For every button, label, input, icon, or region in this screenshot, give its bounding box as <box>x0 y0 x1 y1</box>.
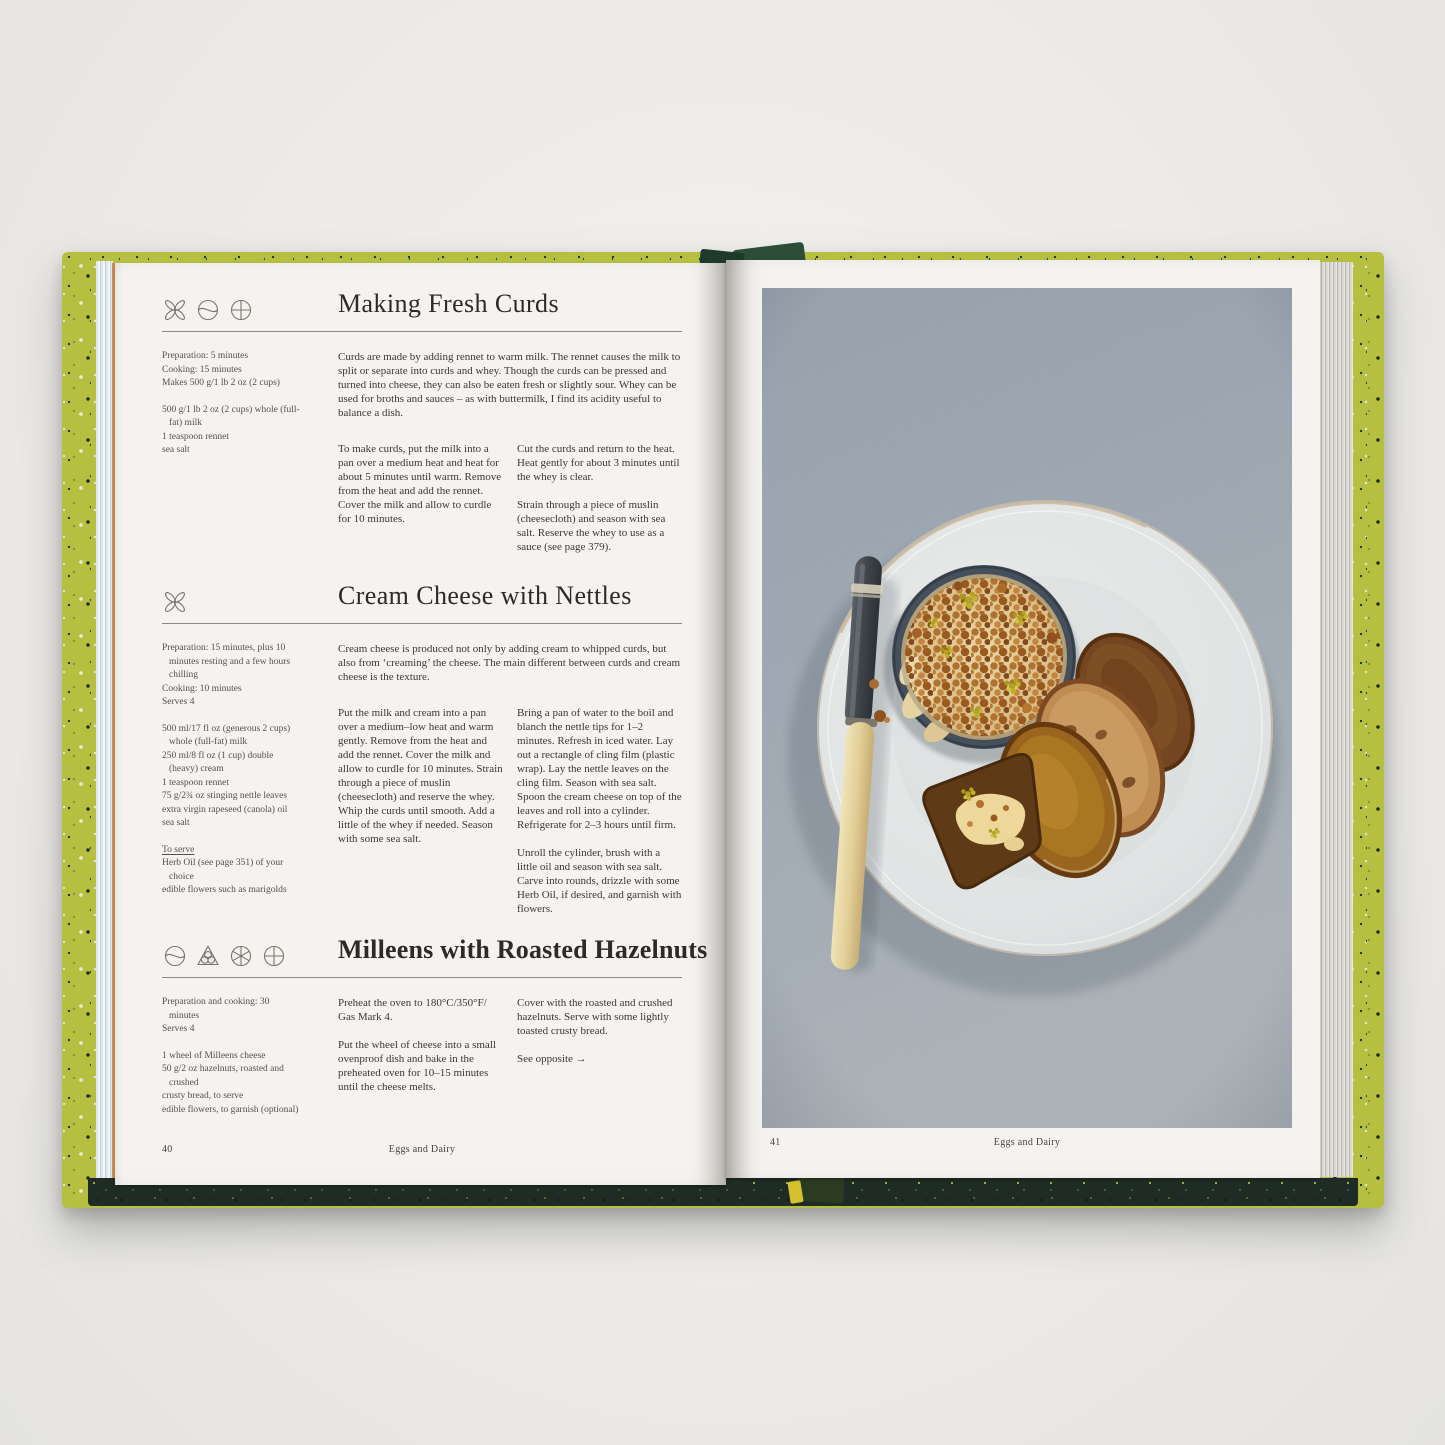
recipe-meta: Preparation: 5 minutes <box>162 351 249 361</box>
recipe-title: Milleens with Roasted Hazelnuts <box>338 935 708 964</box>
method-paragraph: Cover with the roasted and crushed hazelnuts. Serve with some lightly toasted crusty bread. <box>517 997 673 1037</box>
recipe-meta: Serves 4 <box>162 1024 195 1034</box>
recipe-intro: Cream cheese is produced not only by adding cream to whipped curds, but also from ‘creaming’ the cheese. The main different between curds and cream cheese is the texture. <box>338 643 681 683</box>
to-serve-label: To serve <box>162 844 195 855</box>
recipe-meta: Makes 500 g/1 lb 2 oz (2 cups) <box>162 378 280 388</box>
recipe-sidebar <box>162 642 300 930</box>
recipe-sidebar <box>162 350 300 568</box>
to-serve-item: Herb Oil (see page 351) of your choice <box>162 858 284 882</box>
petal-cross-icon <box>162 297 188 323</box>
food-photo-milleens-with-hazelnuts <box>762 288 1292 1128</box>
method-paragraph: Put the wheel of cheese into a small ovenproof dish and bake in the preheated oven for 10–15 minutes until the cheese melts. <box>338 1039 496 1093</box>
page-stack-edge <box>1320 262 1353 1177</box>
recipe-meta: Preparation and cooking: 30 minutes <box>162 997 270 1021</box>
method-column-2 <box>517 996 682 1108</box>
page-number: 41 <box>770 1137 781 1148</box>
ingredient: 50 g/2 oz hazelnuts, roasted and crushed <box>162 1064 284 1088</box>
curved-split-circle-icon <box>162 943 188 969</box>
method-paragraph: Bring a pan of water to the boil and blanch the nettle tips for 1–2 minutes. Refresh in iced water. Lay out a rectangle of cling film (plastic wrap). Lay the nettle leaves on the cling film. Season with sea salt. Spoon the cream cheese on top of the leaves and roll into a cylinder. Refrigerate for 2–3 hours until firm. <box>517 707 682 831</box>
bookmark-ribbon <box>797 1175 844 1203</box>
curved-split-circle-icon <box>195 297 221 323</box>
recipe-cream-cheese-with-nettles <box>162 579 682 930</box>
ingredient: crusty bread, to serve <box>162 1091 244 1101</box>
recipe-meta: Serves 4 <box>162 697 195 707</box>
method-paragraph: To make curds, put the milk into a pan over a medium heat and heat for about 5 minutes until warm. Remove from the heat and add the rennet. Cover the milk and allow to curdle for 10 minutes. <box>338 443 502 525</box>
chapter-label: Eggs and Dairy <box>388 1144 456 1155</box>
right-page <box>726 260 1320 1178</box>
method-column-2 <box>517 442 682 568</box>
recipe-meta: Cooking: 15 minutes <box>162 364 242 375</box>
recipe-intro: Curds are made by adding rennet to warm milk. The rennet causes the milk to split or separate into curds and whey. Though the curds can be pressed and turned into cheese, they can also be eaten fresh or slightly sour. Whey can be used for broths and sauces – as with buttermilk, I find its acidity useful to balance a dish. <box>338 351 681 419</box>
ingredient: 1 wheel of Milleens cheese <box>162 1050 266 1061</box>
method-column-1 <box>338 706 505 930</box>
ingredient: sea salt <box>162 445 190 455</box>
ingredient: 250 ml/8 fl oz (1 cup) double (heavy) cream <box>162 750 274 774</box>
method-paragraph: Unroll the cylinder, brush with a little oil and season with sea salt. Carve into rounds, drizzle with some Herb Oil, if desired, and garnish with flowers. <box>517 847 682 915</box>
ingredient: 75 g/2¾ oz stinging nettle leaves <box>162 791 288 801</box>
method-paragraph: Cut the curds and return to the heat. Heat gently for about 3 minutes until the whey is clear. <box>517 443 680 483</box>
method-paragraph: Strain through a piece of muslin (cheesecloth) and season with sea salt. Reserve the whey to use as a sauce (see page 379). <box>517 499 666 553</box>
recipe-dietary-icons <box>162 943 287 969</box>
ingredient: 1 teaspoon rennet <box>162 431 230 442</box>
method-column-1 <box>338 996 505 1108</box>
chapter-label: Eggs and Dairy <box>993 1137 1061 1148</box>
segmented-circle-icon <box>228 943 254 969</box>
recipe-milleens-with-roasted-hazelnuts <box>162 933 708 1117</box>
recipe-meta: Cooking: 10 minutes <box>162 683 242 694</box>
recipe-meta: Preparation: 15 minutes, plus 10 minutes resting and a few hours chilling <box>162 643 291 680</box>
recipe-title: Cream Cheese with Nettles <box>338 581 632 610</box>
left-page-footer <box>162 1144 682 1155</box>
ingredient: 1 teaspoon rennet <box>162 777 230 788</box>
divider-rule <box>162 331 682 332</box>
to-serve-item: edible flowers such as marigolds <box>162 885 287 895</box>
ingredient: 500 ml/17 fl oz (generous 2 cups) whole (full-fat) milk <box>162 723 291 747</box>
petal-cross-icon <box>162 589 188 615</box>
quartered-circle-icon <box>228 297 254 323</box>
recipe-dietary-icons <box>162 589 188 615</box>
method-paragraph: Put the milk and cream into a pan over a medium–low heat and warm gently. Remove from the heat and add the rennet. Cover the milk and allow to curdle for 10 minutes. Strain through a piece of muslin (cheesecloth) and reserve the whey. Whip the curds until smooth. Add a little of the whey if needed. Season with some sea salt. <box>338 707 503 845</box>
divider-rule <box>162 977 682 978</box>
trefoil-triangle-icon <box>195 943 221 969</box>
left-page <box>115 263 726 1185</box>
method-column-2 <box>517 706 682 930</box>
divider-rule <box>162 623 682 624</box>
recipe-sidebar <box>162 996 300 1117</box>
method-paragraph: Preheat the oven to 180°C/350°F/ Gas Mark 4. <box>338 997 487 1023</box>
quartered-circle-icon <box>261 943 287 969</box>
ingredient: 500 g/1 lb 2 oz (2 cups) whole (full-fat) milk <box>162 404 300 428</box>
right-page-footer <box>762 1137 1292 1148</box>
recipe-title: Making Fresh Curds <box>338 289 559 318</box>
recipe-making-fresh-curds <box>162 287 682 568</box>
ingredient: extra virgin rapeseed (canola) oil <box>162 804 288 815</box>
page-number: 40 <box>162 1144 173 1155</box>
ingredient: sea salt <box>162 818 190 828</box>
recipe-dietary-icons <box>162 297 254 323</box>
see-opposite-note: See opposite → <box>517 1053 587 1065</box>
endpaper-edge <box>96 261 113 1187</box>
method-column-1 <box>338 442 505 568</box>
ingredient: edible flowers, to garnish (optional) <box>162 1104 299 1115</box>
